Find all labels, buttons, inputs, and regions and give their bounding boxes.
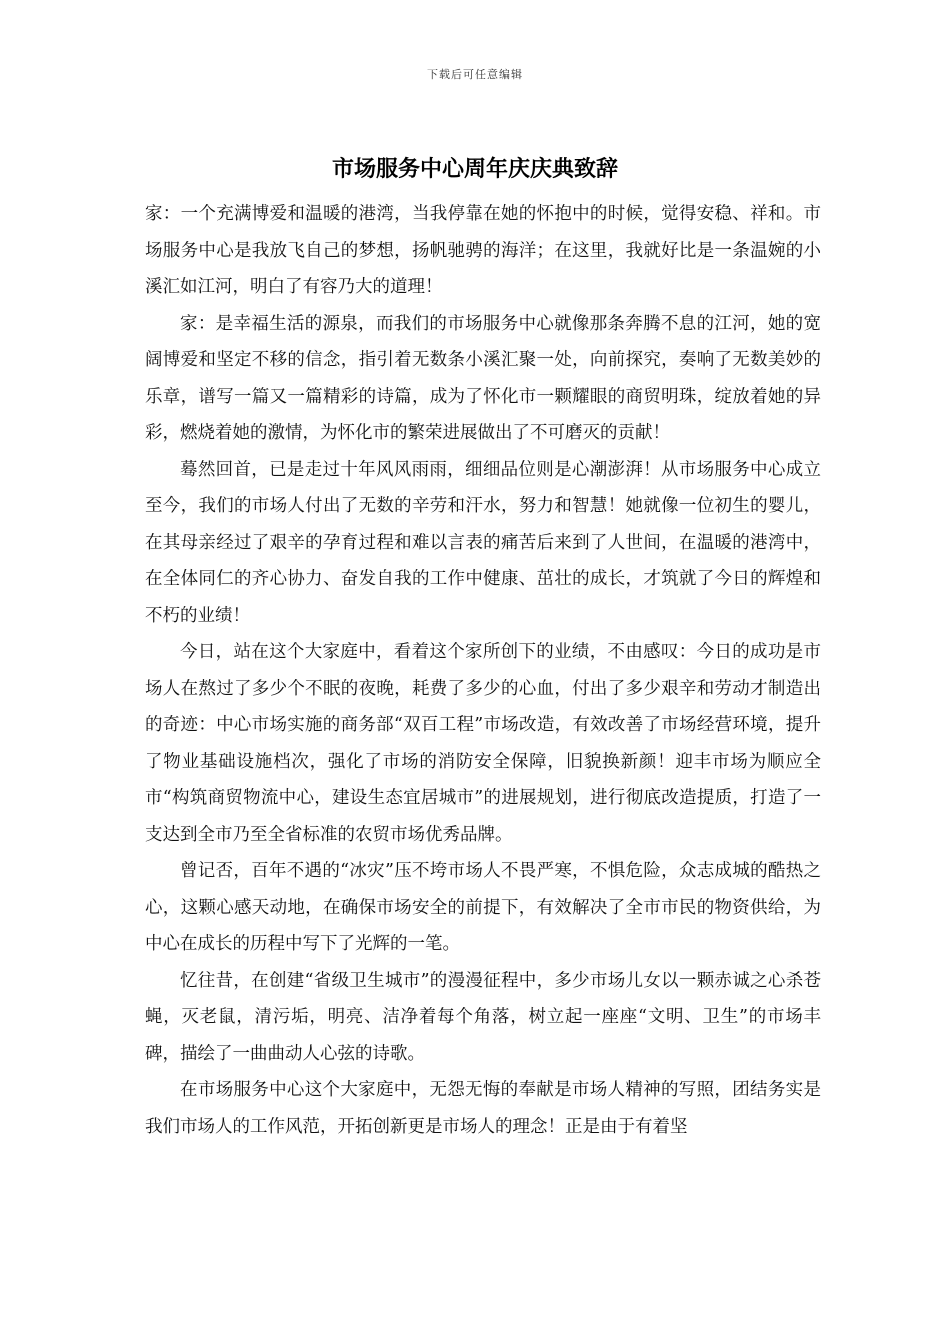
paragraph: 家：是幸福生活的源泉，而我们的市场服务中心就像那条奔腾不息的江河，她的宽阔博爱和坚定不移的信念，指引着无数条小溪汇聚一处，向前探究，奏响了无数美妙的乐章，谱写一篇又一篇精彩的诗篇，成为了怀化市一颗耀眼的商贸明珠，绽放着她的异彩，燃烧着她的激情，为怀化市的繁荣进展做出了不可磨灭的贡献！ (145, 313, 821, 443)
paragraph: 在市场服务中心这个大家庭中，无怨无悔的奉献是市场人精神的写照，团结务实是我们市场人的工作风范，开拓创新更是市场人的理念！正是由于有着坚 (145, 1080, 821, 1137)
paragraph: 家：一个充满博爱和温暖的港湾，当我停靠在她的怀抱中的时候，觉得安稳、祥和。市场服务中心是我放飞自己的梦想，扬帆驰骋的海洋；在这里，我就好比是一条温婉的小溪汇如江河，明白了有容乃大的道理！ (145, 204, 821, 297)
document-title: 市场服务中心周年庆庆典致辞 (331, 156, 618, 182)
paragraph: 今日，站在这个大家庭中，看着这个家所创下的业绩，不由感叹：今日的成功是市场人在熬过了多少个不眠的夜晚，耗费了多少的心血，付出了多少艰辛和劳动才制造出的奇迹：中心市场实施的商务部“双百工程”市场改造，有效改善了市场经营环境，提升了物业基础设施档次，强化了市场的消防安全保障，旧貌换新颜！迎丰市场为顺应全市“构筑商贸物流中心，建设生态宜居城市”的进展规划，进行彻底改造提质，打造了一支达到全市乃至全省标准的农贸市场优秀品牌。 (145, 642, 821, 845)
paragraph: 曾记否，百年不遇的“冰灾”压不垮市场人不畏严寒，不惧危险，众志成城的酷热之心，这颗心感天动地，在确保市场安全的前提下，有效解决了全市市民的物资供给，为中心在成长的历程中写下了光辉的一笔。 (145, 861, 821, 954)
header-note: 下载后可任意编辑 (427, 68, 523, 81)
paragraph: 蓦然回首，已是走过十年风风雨雨，细细品位则是心潮澎湃！从市场服务中心成立至今，我们的市场人付出了无数的辛劳和汗水，努力和智慧！她就像一位初生的婴儿，在其母亲经过了艰辛的孕育过程和难以言表的痛苦后来到了人世间，在温暖的港湾中，在全体同仁的齐心协力、奋发自我的工作中健康、茁壮的成长，才筑就了今日的辉煌和不朽的业绩！ (145, 459, 821, 626)
paragraph: 忆往昔，在创建“省级卫生城市”的漫漫征程中，多少市场儿女以一颗赤诚之心杀苍蝇，灭老鼠，清污垢，明亮、洁净着每个角落，树立起一座座“文明、卫生”的市场丰碑，描绘了一曲曲动人心弦的诗歌。 (145, 970, 821, 1064)
document-body (145, 196, 821, 1145)
